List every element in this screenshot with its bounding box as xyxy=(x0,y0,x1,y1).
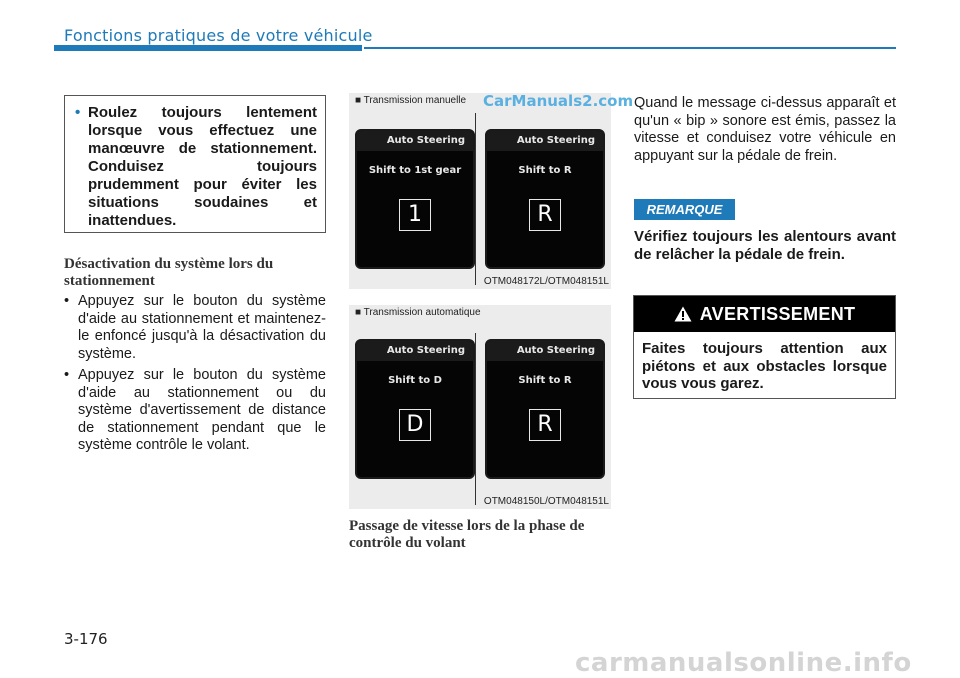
callout-line xyxy=(475,333,476,505)
notice-item xyxy=(75,104,317,230)
figure-automatic-transmission xyxy=(349,305,611,509)
remarque-badge: REMARQUE xyxy=(634,199,735,220)
screen-message: Shift to 1st gear xyxy=(368,165,462,176)
warning-title: AVERTISSEMENT xyxy=(699,303,856,324)
step-text: Appuyez sur le bouton du système d'aide au stationnement et maintenez-le enfoncé jusqu'à la désactivation du système. xyxy=(78,293,326,362)
gear-indicator: R xyxy=(529,199,561,231)
screen-title: Auto Steering xyxy=(386,135,465,146)
warning-box xyxy=(633,295,896,399)
cluster-screen xyxy=(355,339,475,479)
screen-message: Shift to R xyxy=(518,375,572,386)
list-item xyxy=(64,293,326,363)
notice-text: Roulez toujours lentement lorsque vous effectuez une manœuvre de stationnement. Conduisez toujours prudemment pour éviter les situations soudaines et inattendues. xyxy=(88,104,317,229)
list-item xyxy=(64,367,326,455)
remarque-text: Vérifiez toujours les alentours avant de relâcher la pédale de frein. xyxy=(634,228,896,263)
bullet-icon: • xyxy=(75,104,81,121)
figure-code: OTM048150L/OTM048151L xyxy=(483,496,609,507)
header-rule-thin xyxy=(364,47,896,49)
steps-list xyxy=(64,293,326,459)
callout-line xyxy=(475,113,476,285)
cluster-screen xyxy=(355,129,475,269)
cluster-screen xyxy=(485,129,605,269)
bullet-icon: • xyxy=(64,367,70,383)
gear-indicator: D xyxy=(399,409,431,441)
cluster-screen xyxy=(485,339,605,479)
screen-title: Auto Steering xyxy=(516,345,595,356)
figure-label: ■ Transmission manuelle xyxy=(355,95,467,106)
figure-manual-transmission xyxy=(349,92,634,289)
header-rule-thick xyxy=(54,45,362,51)
warning-header xyxy=(634,296,895,332)
page-number: 3-176 xyxy=(64,630,108,648)
figure-caption: Passage de vitesse lors de la phase de contrôle du volant xyxy=(349,518,585,551)
section-heading: Désactivation du système lors du stationnement xyxy=(64,256,274,289)
body-paragraph: Quand le message ci-dessus apparaît et qu'un « bip » sonore est émis, passez la vitesse et conduisez votre véhicule en appuyant sur la pédale de frein. xyxy=(634,95,896,164)
screen-message: Shift to R xyxy=(518,165,572,176)
gear-indicator: R xyxy=(529,409,561,441)
header-title: Fonctions pratiques de votre véhicule xyxy=(64,26,373,45)
figure-code: OTM048172L/OTM048151L xyxy=(483,276,609,287)
warning-text: Faites toujours attention aux piétons et aux obstacles lorsque vous vous garez. xyxy=(642,340,887,392)
step-text: Appuyez sur le bouton du système d'aide au stationnement ou du système d'avertissement de distance de stationnement pendant que le système contrôle le volant. xyxy=(78,367,326,453)
warning-triangle-icon xyxy=(674,306,692,322)
site-watermark: carmanualsonline.info xyxy=(575,648,912,678)
watermark-text: CarManuals2.com xyxy=(483,92,634,110)
bullet-icon: • xyxy=(64,293,70,309)
figure-label: ■ Transmission automatique xyxy=(355,307,481,318)
gear-indicator: 1 xyxy=(399,199,431,231)
screen-title: Auto Steering xyxy=(516,135,595,146)
screen-message: Shift to D xyxy=(388,375,442,386)
notice-box xyxy=(64,95,326,233)
screen-title: Auto Steering xyxy=(386,345,465,356)
